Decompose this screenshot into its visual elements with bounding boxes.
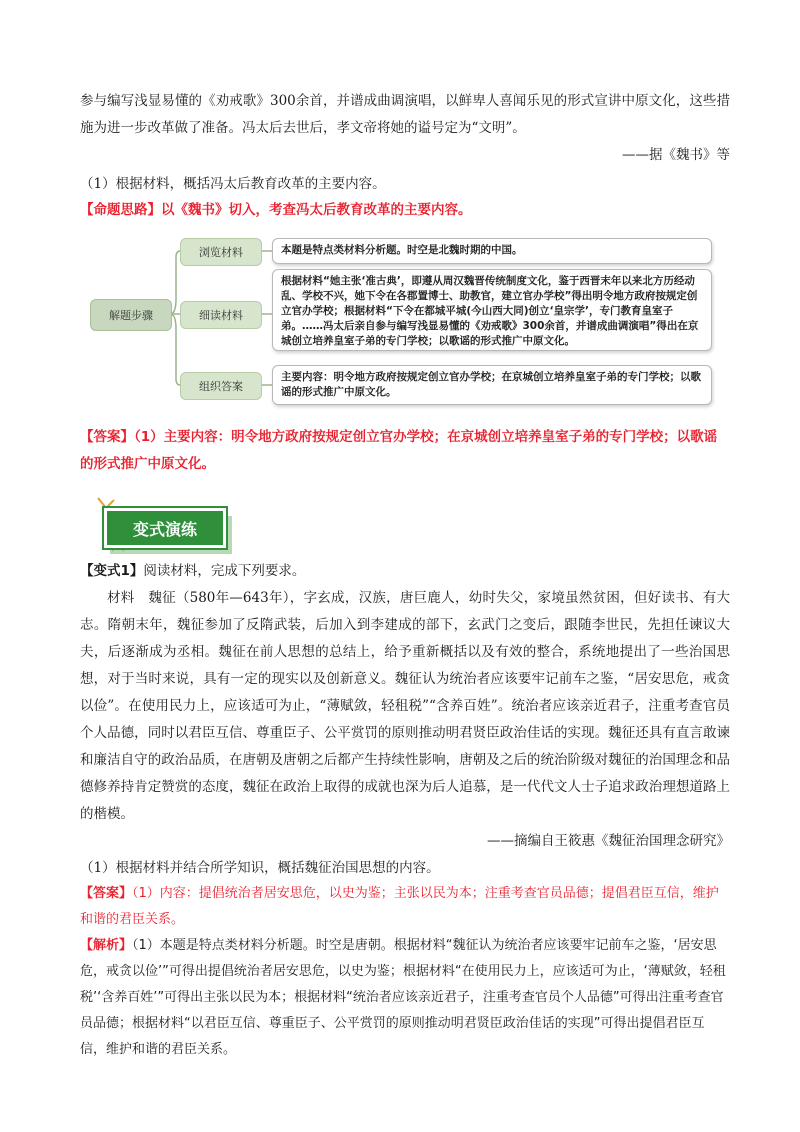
branch-browse-material: 浏览材料 [180, 238, 262, 266]
thinking-heading: 【命题思路】以《魏书》切入，考查冯太后教育改革的主要内容。 [80, 202, 472, 218]
variant-material [80, 585, 730, 828]
branch-organize-answer: 组织答案 [180, 372, 262, 400]
variant-title [80, 558, 730, 585]
question-1: （1）根据材料，概括冯太后教育改革的主要内容。 [80, 176, 386, 192]
variant-tag: 【变式1】 [80, 563, 144, 579]
variant-question: （1）根据材料并结合所学知识，概括魏征治国思想的内容。 [80, 860, 440, 876]
material-text: 魏征（580年—643年），字玄成，汉族，唐巨鹿人，幼时失父，家境虽然贫困，但好读书、有大志。隋朝末年，魏征参加了反隋武装，后加入到李建成的部下，玄武门之变后，跟随李世民，先担任谏议大夫，后逐渐成为丞相。魏征在前人思想的总结上，给予重新概括以及有效的整合，系统地提出了一些治国思想，对于当时来说，具有一定的现实以及创新意义。魏征认为统治者应该要牢记前车之鉴，“居安思危，戒贪以俭”。在使用民力上，应该适可为止，“薄赋敛，轻租税”“含养百姓”。统治者应该亲近君子，注重考查官员个人品德，同时以君臣互信、尊重臣子、公平赏罚的原则推动明君贤臣政治佳话的实现。魏征还具有直言敢谏和廉洁自守的政治品质，在唐朝及唐朝之后都产生持续性影响，唐朝及之后的统治阶级对魏征的治国理念和品德修养持肯定赞赏的态度，魏征在政治上取得的成就也深为后人追慕，是一代代文人士子追求政治理想道路上的楷模。 [80, 590, 731, 822]
variant-analysis [80, 933, 730, 1063]
organize-answer-content: 主要内容：明令地方政府按规定创立官办学校；在京城创立培养皇室子弟的专门学校；以歌谣的形式推广中原文化。 [272, 365, 712, 405]
document-page [80, 88, 730, 1063]
variant-source: ——摘编自王筱惠《魏征治国理念研究》 [487, 833, 730, 849]
answer-1: 【答案】（1）主要内容：明令地方政府按规定创立官办学校；在京城创立培养皇室子弟的专门学校；以歌谣的形式推广中原文化。 [80, 429, 718, 472]
material-label: 材料 [107, 590, 135, 606]
branch-read-material: 细读材料 [180, 301, 262, 329]
section-banner [80, 492, 730, 554]
read-material-content: 根据材料“她主张‘准古典’，即遵从周汉魏晋传统制度文化，鉴于西晋末年以来北方历经动乱、学校不兴，她下令在各郡置博士、助教官，建立官办学校”得出明令地方政府按规定创立官办学校；根据材料“下令在都城平城(今山西大同)创立‘皇宗学’，专门教育皇室子弟。……冯太后亲自参与编写浅显易懂的《劝戒歌》300余首，并谱成曲调演唱”得出在京城创立培养皇室子弟的专门学校；以歌谣的形式推广中原文化。 [272, 269, 712, 351]
intro-paragraph: 参与编写浅显易懂的《劝戒歌》300余首，并谱成曲调演唱，以鲜卑人喜闻乐见的形式宣讲中原文化，这些措施为进一步改革做了准备。冯太后去世后，孝文帝将她的谥号定为“文明”。 [80, 93, 730, 136]
section-banner-title: 变式演练 [104, 508, 226, 548]
variant-answer-text: （1）内容：提倡统治者居安思危，以史为鉴；主张以民为本；注重考查官员品德；提倡君臣互信，维护和谐的君臣关系。 [80, 886, 719, 927]
browse-material-content: 本题是特点类材料分析题。时空是北魏时期的中国。 [272, 238, 712, 264]
variant-title-text: 阅读材料，完成下列要求。 [143, 563, 306, 579]
variant-answer [80, 881, 730, 933]
variant-analysis-tag: 【解析】 [80, 938, 133, 953]
variant-analysis-text: （1）本题是特点类材料分析题。时空是唐朝。根据材料“魏征认为统治者应该要牢记前车之鉴，‘居安思危，戒贪以俭’”可得出提倡统治者居安思危，以史为鉴；根据材料“在使用民力上，应该适可为止，‘薄赋敛，轻租税’‘含养百姓’”可得出主张以民为本；根据材料“统治者应该亲近君子，注重考查官员个人品德”可得出注重考查官员品德；根据材料“以君臣互信、尊重臣子、公平赏罚的原则推动明君贤臣政治佳话的实现”可得出提倡君臣互信，维护和谐的君臣关系。 [80, 938, 726, 1057]
diagram-root-node: 解题步骤 [90, 299, 172, 331]
solution-steps-diagram [80, 229, 730, 414]
intro-source: ——据《魏书》等 [622, 147, 730, 163]
variant-answer-tag: 【答案】 [80, 886, 133, 901]
